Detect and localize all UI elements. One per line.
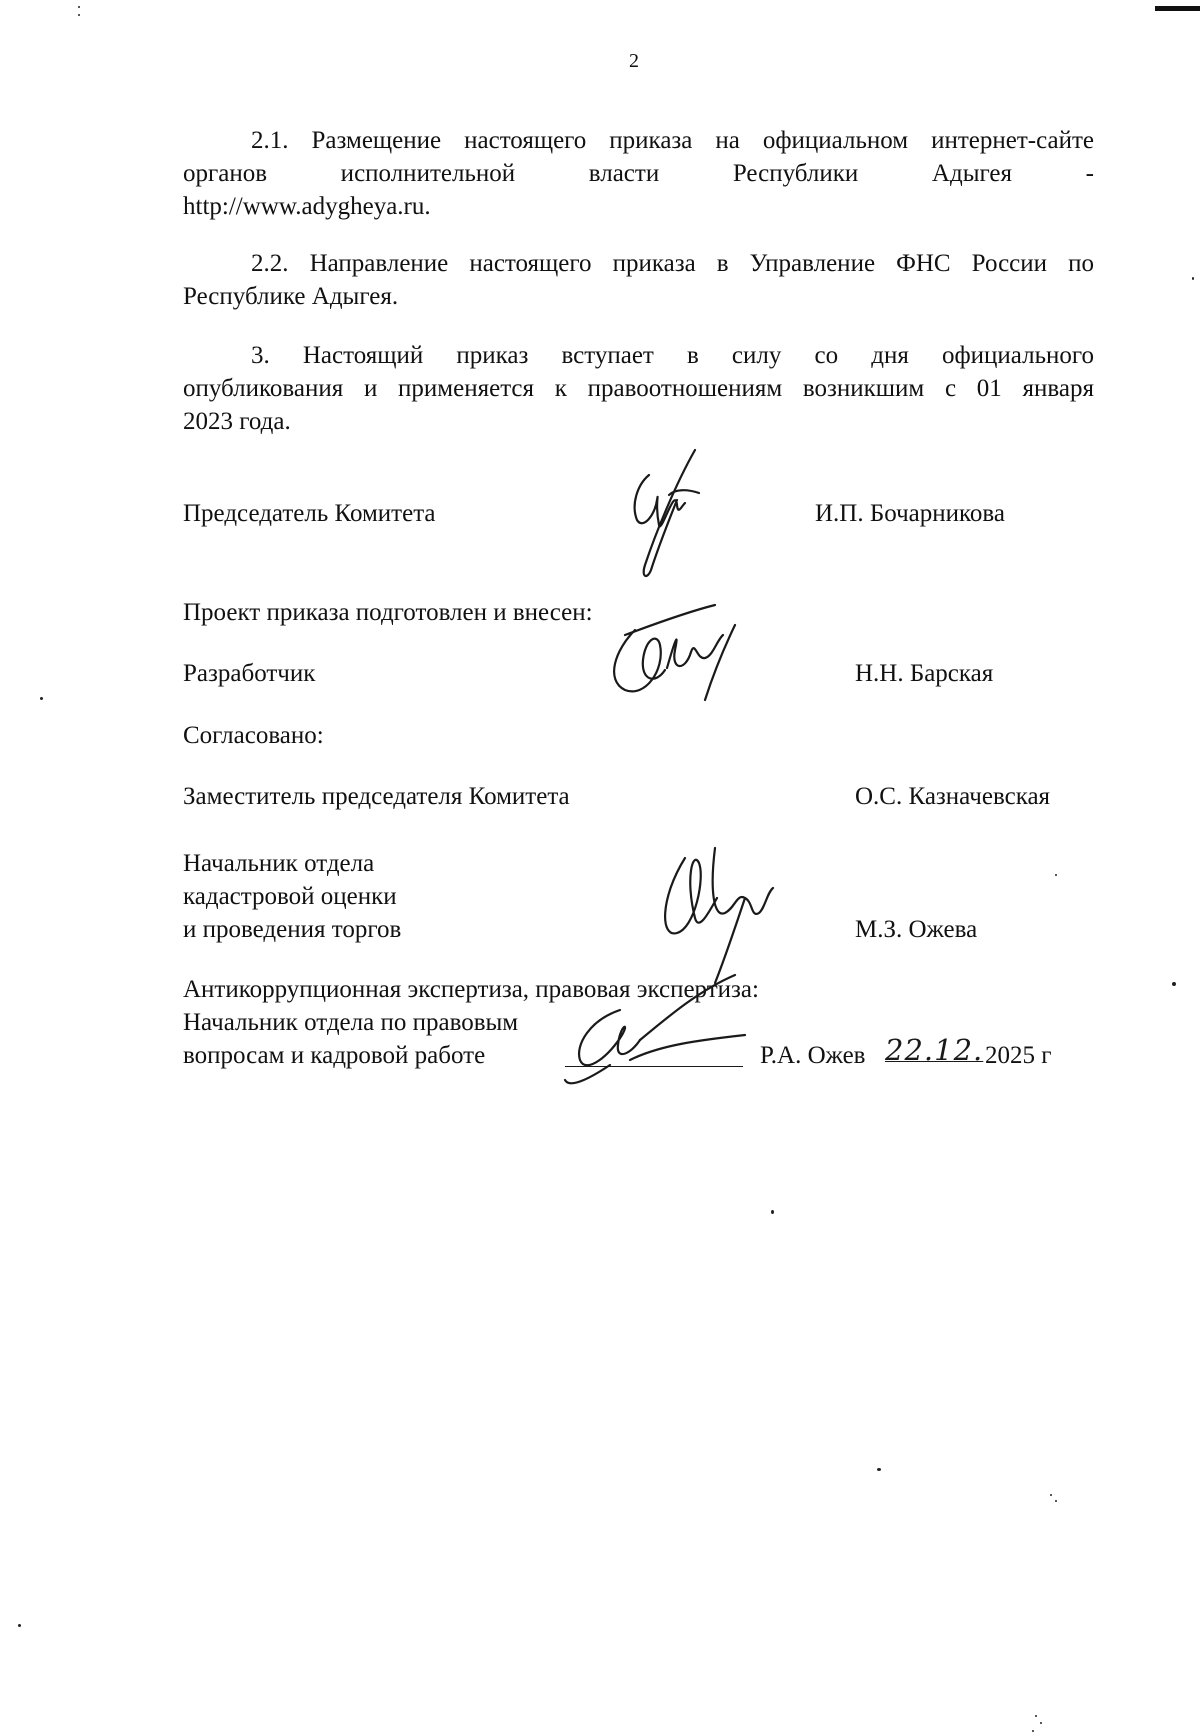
developer-title: Разработчик [183, 660, 316, 687]
chair-title: Председатель Комитета [183, 500, 436, 527]
clause-2-1-line3: http://www.adygheya.ru. [183, 193, 431, 220]
project-note: Проект приказа подготовлен и внесен: [183, 599, 593, 626]
corner-mark [1155, 6, 1200, 11]
deputy-name: О.С. Казначевская [855, 783, 1051, 810]
legal-signature [560, 965, 750, 1095]
head-title-line3: и проведения торгов [183, 916, 402, 943]
clause-2-2 [183, 247, 1094, 313]
scan-speck [78, 6, 80, 8]
scan-speck [18, 1624, 21, 1627]
chair-name: И.П. Бочарникова [815, 500, 1005, 527]
scan-speck [1172, 982, 1176, 986]
scan-speck [1055, 1500, 1057, 1502]
scan-speck [1050, 1494, 1052, 1496]
clause-2-1-line1: 2.1. Размещение настоящего приказа на официальном интернет-сайте [251, 127, 1094, 154]
scan-speck [1192, 277, 1194, 280]
clause-2-1 [183, 124, 1094, 223]
scan-speck [771, 1210, 774, 1214]
scan-speck [877, 1468, 881, 1471]
scan-speck [1055, 874, 1057, 876]
scan-speck [78, 14, 80, 16]
chair-signature [615, 445, 725, 585]
clause-3-line2: опубликования и применяется к правоотношениям возникшим с 01 января [183, 375, 1094, 402]
page-number: 2 [629, 50, 639, 72]
developer-signature [605, 600, 765, 710]
clause-3 [183, 339, 1094, 438]
developer-name: Н.Н. Барская [855, 660, 994, 687]
clause-3-line1: 3. Настоящий приказ вступает в силу со дня официального [251, 342, 1094, 369]
legal-title-line2: вопросам и кадровой работе [183, 1042, 486, 1069]
clause-3-line3: 2023 года. [183, 408, 291, 435]
scan-speck [40, 697, 43, 700]
legal-name: Р.А. Ожев [760, 1042, 866, 1069]
scan-speck [1040, 1722, 1042, 1724]
deputy-title: Заместитель председателя Комитета [183, 783, 570, 810]
scan-speck [1035, 1715, 1037, 1717]
clause-2-2-line1: 2.2. Направление настоящего приказа в Управление ФНС России по [251, 250, 1094, 277]
head-name: М.З. Ожева [855, 916, 978, 943]
agreed-label: Согласовано: [183, 722, 324, 749]
legal-date-handwritten: 22.12. [885, 1033, 984, 1067]
clause-2-2-line2: Республике Адыгея. [183, 283, 399, 310]
expertise-label: Антикоррупционная экспертиза, правовая экспертиза: [183, 976, 759, 1003]
head-title-line2: кадастровой оценки [183, 883, 397, 910]
legal-title-line1: Начальник отдела по правовым [183, 1009, 519, 1036]
clause-2-1-line2: органов исполнительной власти Республики Адыгея - [183, 160, 1094, 187]
legal-date-year: 2025 г [985, 1042, 1052, 1069]
head-title-line1: Начальник отдела [183, 850, 375, 877]
